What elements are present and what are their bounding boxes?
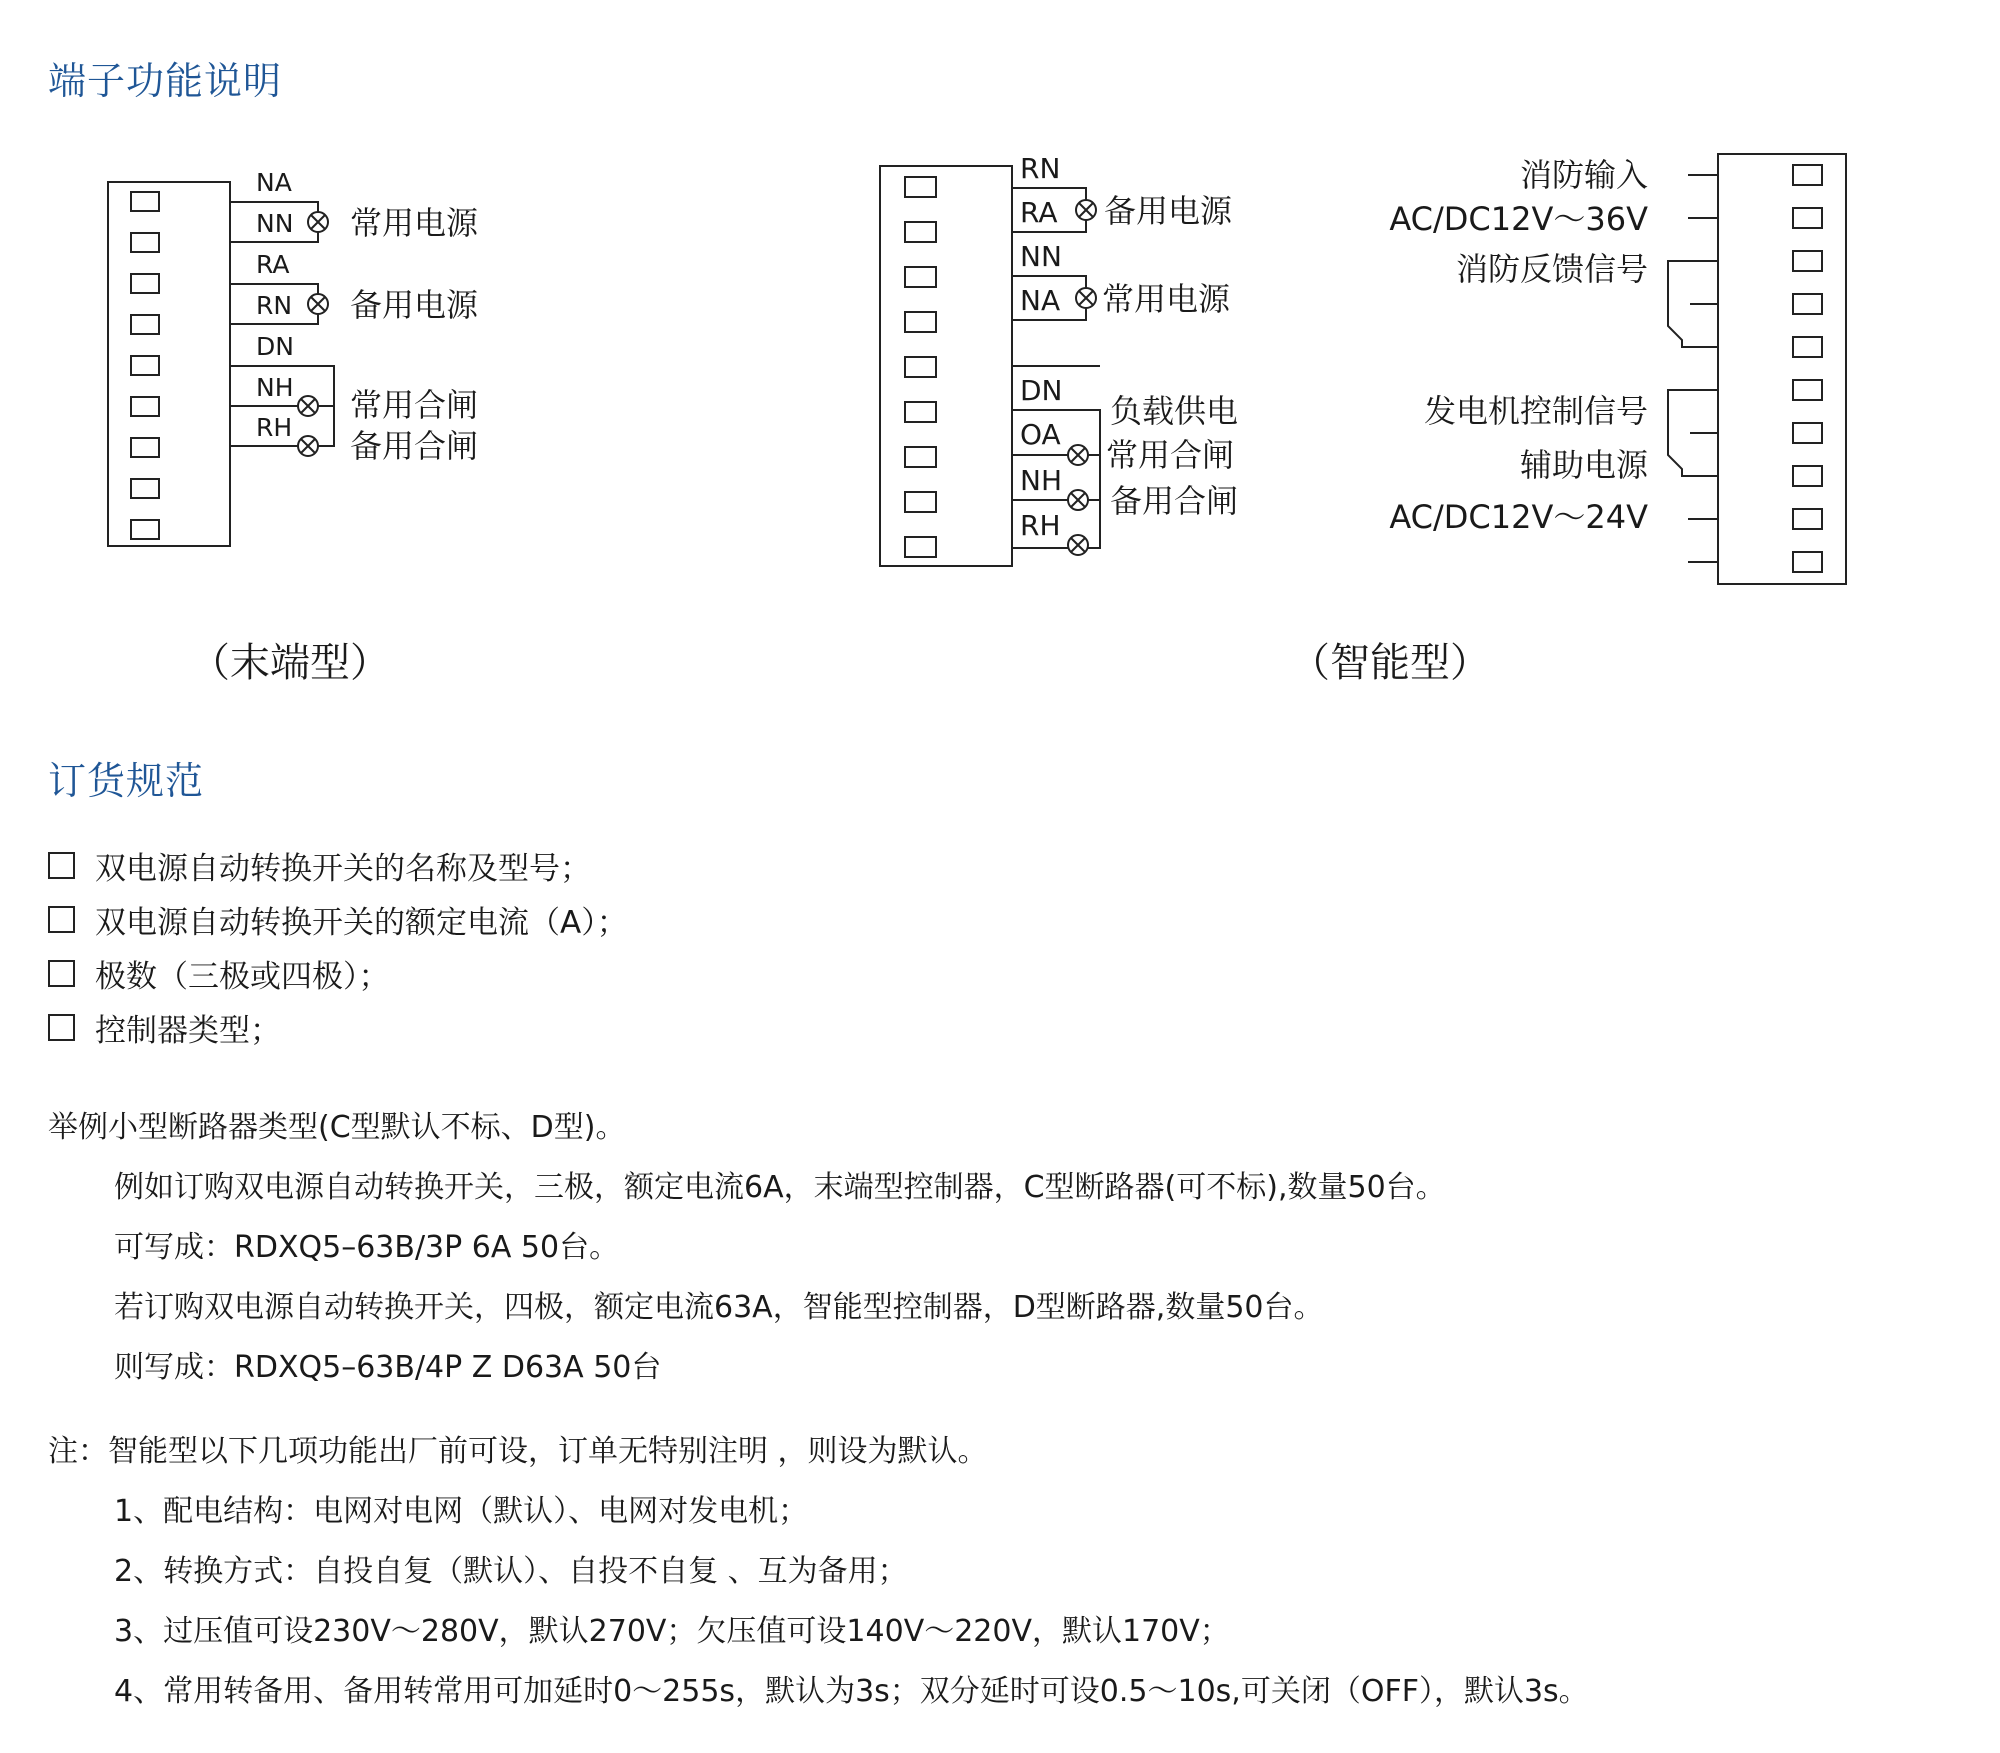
example-line-3: 若订购双电源自动转换开关，四极，额定电流63A，智能型控制器，D型断路器,数量50台。	[114, 1290, 1324, 1325]
end-desc-backup-power: 备用电源	[350, 286, 479, 324]
smart-right-fire-voltage: AC/DC12V～36V	[1389, 200, 1648, 238]
checkbox-icon	[48, 852, 75, 879]
example-heading: 举例小型断路器类型(C型默认不标、D型)。	[48, 1110, 626, 1145]
note-item-4: 4、常用转备用、备用转常用可加延时0～255s，默认为3s；双分延时可设0.5～10s,可关闭（OFF），默认3s。	[114, 1674, 1589, 1709]
end-rh-cross-icon	[298, 436, 318, 456]
end-terminal-slots	[131, 192, 159, 539]
smart-oa-cross-icon	[1068, 445, 1088, 465]
end-type-caption: （末端型）	[190, 640, 390, 686]
smart-right-fire-feedback: 消防反馈信号	[1455, 250, 1648, 288]
end-desc-common-power: 常用电源	[350, 204, 479, 242]
end-backup-power-cross-icon	[308, 294, 328, 314]
section-title-order: 订货规范	[48, 759, 205, 803]
smart-right-aux-voltage: AC/DC12V～24V	[1389, 498, 1648, 536]
smart-label-ra: RA	[1020, 196, 1058, 229]
checkbox-icon	[48, 906, 75, 933]
smart-label-rn: RN	[1020, 152, 1061, 185]
note-heading: 注：智能型以下几项功能出厂前可设，订单无特别注明 ，则设为默认。	[48, 1434, 988, 1469]
note-item-2: 2、转换方式：自投自复（默认）、自投不自复 、互为备用；	[114, 1554, 908, 1589]
smart-label-nn: NN	[1020, 240, 1062, 273]
end-nh-cross-icon	[298, 396, 318, 416]
smart-desc-load-supply: 负载供电	[1110, 392, 1239, 430]
smart-nh-cross-icon	[1068, 490, 1088, 510]
order-checklist	[48, 838, 628, 1054]
smart-terminal-block	[880, 166, 1012, 566]
smart-desc-backup-close: 备用合闸	[1110, 482, 1239, 520]
note-item-3: 3、过压值可设230V～280V，默认270V；欠压值可设140V～220V，默认170V；	[114, 1614, 1230, 1649]
smart-right-wiring	[1668, 175, 1718, 562]
end-label-nh: NH	[256, 373, 294, 402]
smart-desc-common-power: 常用电源	[1102, 280, 1231, 318]
end-label-rn: RN	[256, 291, 293, 320]
note-item-1: 1、配电结构：电网对电网（默认）、电网对发电机；	[114, 1494, 809, 1529]
example-line-1: 例如订购双电源自动转换开关，三极，额定电流6A，末端型控制器，C型断路器(可不标),数量50台。	[114, 1170, 1446, 1205]
order-item: 双电源自动转换开关的名称及型号；	[48, 838, 628, 892]
example-line-2: 可写成：RDXQ5–63B/3P 6A 50台。	[114, 1230, 620, 1265]
smart-terminal-slots	[905, 177, 936, 557]
end-label-nn: NN	[256, 209, 294, 238]
section-title-terminal: 端子功能说明	[48, 59, 283, 103]
checkbox-icon	[48, 960, 75, 987]
smart-label-na: NA	[1020, 284, 1061, 317]
smart-backup-power-cross-icon	[1076, 200, 1096, 220]
end-label-dn: DN	[256, 332, 294, 361]
end-type-diagram	[108, 168, 479, 686]
smart-label-dn: DN	[1020, 374, 1063, 407]
smart-desc-backup-power: 备用电源	[1104, 192, 1233, 230]
smart-right-generator-signal: 发电机控制信号	[1423, 392, 1648, 430]
order-item: 控制器类型；	[48, 1000, 628, 1054]
smart-right-fire-input: 消防输入	[1519, 156, 1648, 194]
smart-label-oa: OA	[1020, 418, 1061, 451]
smart-label-nh: NH	[1020, 464, 1062, 497]
checkbox-icon	[48, 1014, 75, 1041]
order-item: 双电源自动转换开关的额定电流（A）；	[48, 892, 628, 946]
smart-common-power-cross-icon	[1076, 288, 1096, 308]
end-desc-backup-close: 备用合闸	[350, 427, 479, 465]
smart-right-aux-power: 辅助电源	[1519, 446, 1648, 484]
smart-type-caption: （智能型）	[1290, 640, 1490, 686]
smart-desc-common-close: 常用合闸	[1106, 436, 1235, 474]
smart-label-rh: RH	[1020, 509, 1061, 542]
end-common-power-cross-icon	[308, 212, 328, 232]
example-line-4: 则写成：RDXQ5–63B/4P Z D63A 50台	[114, 1350, 662, 1385]
smart-right-terminal-block	[1718, 154, 1846, 584]
end-label-na: NA	[256, 168, 292, 197]
terminal-diagrams	[0, 0, 2000, 760]
end-label-ra: RA	[256, 250, 290, 279]
smart-rh-cross-icon	[1068, 535, 1088, 555]
end-desc-common-close: 常用合闸	[350, 386, 479, 424]
smart-type-diagram	[880, 152, 1846, 686]
end-label-rh: RH	[256, 413, 293, 442]
order-item: 极数（三极或四极）；	[48, 946, 628, 1000]
end-terminal-block	[108, 182, 230, 546]
